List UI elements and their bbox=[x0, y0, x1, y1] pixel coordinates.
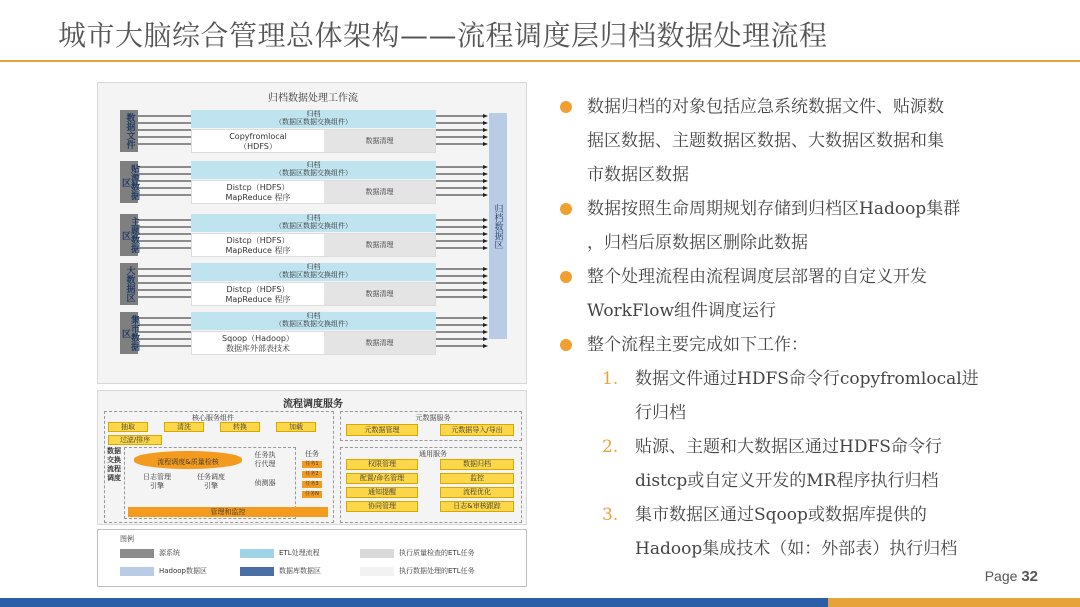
source-3: 大数据区 bbox=[120, 263, 138, 305]
arrow-set bbox=[138, 110, 489, 152]
legend-swatch bbox=[120, 567, 154, 576]
meta-item: 元数据导入/导出 bbox=[440, 424, 514, 436]
arrow-head bbox=[483, 316, 488, 320]
task-item: 任务3 bbox=[302, 481, 322, 488]
arrow-head bbox=[483, 344, 488, 348]
numbered-line: 贴源、主题和大数据区通过HDFS命令行 bbox=[635, 437, 942, 457]
legend-swatch bbox=[360, 567, 394, 576]
numbered-item bbox=[560, 430, 1000, 498]
legend-label: 执行质量检查的ETL任务 bbox=[399, 549, 475, 557]
numbered-line: 行归档 bbox=[635, 403, 686, 423]
arrow-head bbox=[483, 165, 488, 169]
workflow-title: 归档数据处理工作流 bbox=[268, 93, 358, 104]
legend-label: Hadoop数据区 bbox=[159, 567, 208, 575]
task-exec-agent: 任务执行代理 bbox=[254, 451, 276, 468]
arrow-head bbox=[483, 225, 488, 229]
arrow-head bbox=[483, 186, 488, 190]
bullet-dot bbox=[560, 271, 572, 283]
legend-swatch bbox=[240, 567, 274, 576]
common-item: 配置/命名管理 bbox=[346, 473, 418, 484]
data-cleanup: 数据清理 bbox=[324, 181, 435, 203]
arrow-head bbox=[483, 135, 488, 139]
meta-item: 元数据管理 bbox=[346, 424, 418, 436]
arrow-head bbox=[483, 246, 488, 250]
arrow-head bbox=[483, 239, 488, 243]
band-line1: 归档 bbox=[306, 214, 321, 222]
common-item: 监控 bbox=[440, 473, 514, 484]
engine-label: 流程调度&质量检核 bbox=[157, 458, 219, 466]
common-item: 流程优化 bbox=[440, 487, 514, 498]
exchange-scheduling-label: 数据交换流程调度 bbox=[107, 447, 121, 482]
arrow-head bbox=[483, 172, 488, 176]
source-2: 主题数据区 bbox=[120, 214, 138, 256]
arrow-set bbox=[138, 161, 489, 203]
common-item: 数据归档 bbox=[440, 459, 514, 470]
data-cleanup: 数据清理 bbox=[324, 332, 435, 354]
legend-label: 源系统 bbox=[159, 549, 180, 557]
bullet-line: 整个流程主要完成如下工作： bbox=[587, 335, 808, 355]
data-cleanup: 数据清理 bbox=[324, 283, 435, 305]
bullet-dot bbox=[560, 101, 572, 113]
arrow-set bbox=[138, 214, 489, 256]
band-line1: 归档 bbox=[306, 312, 321, 320]
row-arrows-1 bbox=[138, 161, 489, 203]
bullet-dot bbox=[560, 203, 572, 215]
tool-line2: 数据库外部表技术 bbox=[226, 344, 290, 353]
data-cleanup: 数据清理 bbox=[324, 130, 435, 152]
legend-title: 图例 bbox=[120, 535, 134, 543]
common-item: 协同管理 bbox=[346, 501, 418, 512]
legend-item bbox=[360, 566, 475, 576]
footer-blue bbox=[0, 598, 828, 607]
numbered-line: distcp或自定义开发的MR程序执行归档 bbox=[635, 471, 939, 491]
legend-item bbox=[120, 548, 180, 558]
bullet-item bbox=[560, 260, 1000, 328]
arrow-head bbox=[483, 114, 488, 118]
task-item: 任务2 bbox=[302, 471, 322, 478]
legend-panel bbox=[97, 529, 527, 587]
core-item: 清洗 bbox=[164, 422, 204, 432]
footer-orange bbox=[828, 598, 1080, 607]
arrow-head bbox=[483, 295, 488, 299]
task-scheduling-engine: 任务调度引擎 bbox=[197, 473, 225, 490]
tool-line2: （HDFS） bbox=[239, 142, 277, 151]
core-item: 抽取 bbox=[108, 422, 148, 432]
legend-label: 数据库数据区 bbox=[279, 567, 321, 575]
legend-item bbox=[240, 548, 320, 558]
arrow-head bbox=[483, 121, 488, 125]
bullet-line: 据区数据、主题数据区数据、大数据区数据和集 bbox=[587, 131, 944, 151]
tool-line1: Sqoop（Hadoop） bbox=[222, 334, 294, 343]
tool-line1: Distcp（HDFS） bbox=[226, 236, 290, 245]
task-item: 任务N bbox=[302, 491, 322, 498]
task-item: 任务1 bbox=[302, 461, 322, 468]
bullet-line: 市数据区数据 bbox=[587, 165, 689, 185]
arrow-head bbox=[483, 281, 488, 285]
numbered-line: Hadoop集成技术（如：外部表）执行归档 bbox=[635, 539, 958, 559]
band-line2: （数据区数据交换组件） bbox=[275, 320, 352, 328]
arrow-head bbox=[483, 128, 488, 132]
item-number: 3. bbox=[602, 505, 619, 525]
row-arrows-2 bbox=[138, 214, 489, 256]
arrow-set bbox=[138, 312, 489, 354]
bullet-line: WorkFlow组件调度运行 bbox=[587, 301, 777, 321]
bullet-line: 整个处理流程由流程调度层部署的自定义开发 bbox=[587, 267, 927, 287]
arrow-head bbox=[483, 179, 488, 183]
band-line2: （数据区数据交换组件） bbox=[275, 222, 352, 230]
band-line1: 归档 bbox=[306, 110, 321, 118]
arrow-head bbox=[483, 274, 488, 278]
notes-list bbox=[560, 90, 1000, 566]
bullet-dot bbox=[560, 339, 572, 351]
common-item: 通知提醒 bbox=[346, 487, 418, 498]
workflow-panel bbox=[97, 82, 527, 384]
arrow-set bbox=[138, 263, 489, 305]
arrow-head bbox=[483, 232, 488, 236]
band-line2: （数据区数据交换组件） bbox=[275, 271, 352, 279]
tool-line1: Copyfromlocal bbox=[229, 132, 287, 141]
numbered-item bbox=[560, 362, 1000, 430]
numbered-line: 集市数据区通过Sqoop或数据库提供的 bbox=[635, 505, 927, 525]
page-label: Page bbox=[984, 568, 1018, 584]
band-line1: 归档 bbox=[306, 161, 321, 169]
arrow-head bbox=[483, 142, 488, 146]
bullet-item bbox=[560, 192, 1000, 260]
bullet-item bbox=[560, 90, 1000, 192]
arrow-head bbox=[483, 330, 488, 334]
legend-swatch bbox=[120, 549, 154, 558]
legend-label: 执行数据处理的ETL任务 bbox=[399, 567, 475, 575]
band-line2: （数据区数据交换组件） bbox=[275, 169, 352, 177]
title-divider bbox=[0, 60, 1080, 62]
arrow-head bbox=[483, 267, 488, 271]
arrow-head bbox=[483, 288, 488, 292]
source-0: 数据文件 bbox=[120, 110, 138, 152]
arrow-head bbox=[483, 323, 488, 327]
numbered-line: 数据文件通过HDFS命令行copyfromlocal进 bbox=[635, 369, 979, 389]
scheduling-panel bbox=[97, 390, 527, 525]
core-item: 转换 bbox=[220, 422, 260, 432]
row-arrows-4 bbox=[138, 312, 489, 354]
tool-line2: MapReduce 程序 bbox=[225, 193, 291, 202]
legend-swatch bbox=[360, 549, 394, 558]
legend-item bbox=[360, 548, 475, 558]
row-arrows-0 bbox=[138, 110, 489, 152]
legend-label: ETL处理流程 bbox=[279, 549, 320, 557]
bullet-line: 数据按照生命周期规划存储到归档区Hadoop集群 bbox=[587, 199, 961, 219]
archive-workflow-diagram bbox=[97, 82, 527, 587]
bullet-line: ，归档后原数据区删除此数据 bbox=[587, 233, 808, 253]
scheduling-title: 流程调度服务 bbox=[283, 399, 343, 410]
task-column-title: 任务 bbox=[305, 450, 319, 458]
common-item: 日志&审核跟踪 bbox=[440, 501, 514, 512]
metadata-title: 元数据服务 bbox=[415, 414, 451, 422]
data-cleanup: 数据清理 bbox=[324, 234, 435, 256]
core-services-title: 核心服务组件 bbox=[192, 414, 234, 422]
band-line2: （数据区数据交换组件） bbox=[275, 118, 352, 126]
management-monitoring-bar: 管理和监控 bbox=[128, 507, 328, 517]
bullet-line: 数据归档的对象包括应急系统数据文件、贴源数 bbox=[587, 97, 944, 117]
tool-line1: Distcp（HDFS） bbox=[226, 285, 290, 294]
arrow-head bbox=[483, 218, 488, 222]
source-4: 集市数据区 bbox=[120, 312, 138, 354]
log-engine: 日志管理引擎 bbox=[143, 473, 171, 490]
page-number bbox=[985, 568, 1038, 585]
page-number-value: 32 bbox=[1021, 568, 1038, 585]
detector: 侦测器 bbox=[254, 479, 276, 487]
tool-line1: Distcp（HDFS） bbox=[226, 183, 290, 192]
bullet-item bbox=[560, 328, 1000, 362]
item-number: 2. bbox=[602, 437, 619, 457]
legend-item bbox=[120, 566, 207, 576]
footer-bar bbox=[0, 598, 1080, 607]
source-1: 贴源数据区 bbox=[120, 161, 138, 203]
common-title: 通用服务 bbox=[419, 450, 447, 458]
tool-line2: MapReduce 程序 bbox=[225, 246, 291, 255]
row-arrows-3 bbox=[138, 263, 489, 305]
numbered-item bbox=[560, 498, 1000, 566]
legend-swatch bbox=[240, 549, 274, 558]
archive-zone: 归档数据区 bbox=[489, 113, 507, 339]
legend-item bbox=[240, 566, 321, 576]
common-item: 权限管理 bbox=[346, 459, 418, 470]
tool-line2: MapReduce 程序 bbox=[225, 295, 291, 304]
band-line1: 归档 bbox=[306, 263, 321, 271]
item-number: 1. bbox=[602, 369, 619, 389]
arrow-head bbox=[483, 193, 488, 197]
core-item: 过滤/排序 bbox=[108, 435, 162, 445]
slide-title: 城市大脑综合管理总体架构——流程调度层归档数据处理流程 bbox=[58, 19, 828, 52]
arrow-head bbox=[483, 337, 488, 341]
core-item: 加载 bbox=[276, 422, 316, 432]
